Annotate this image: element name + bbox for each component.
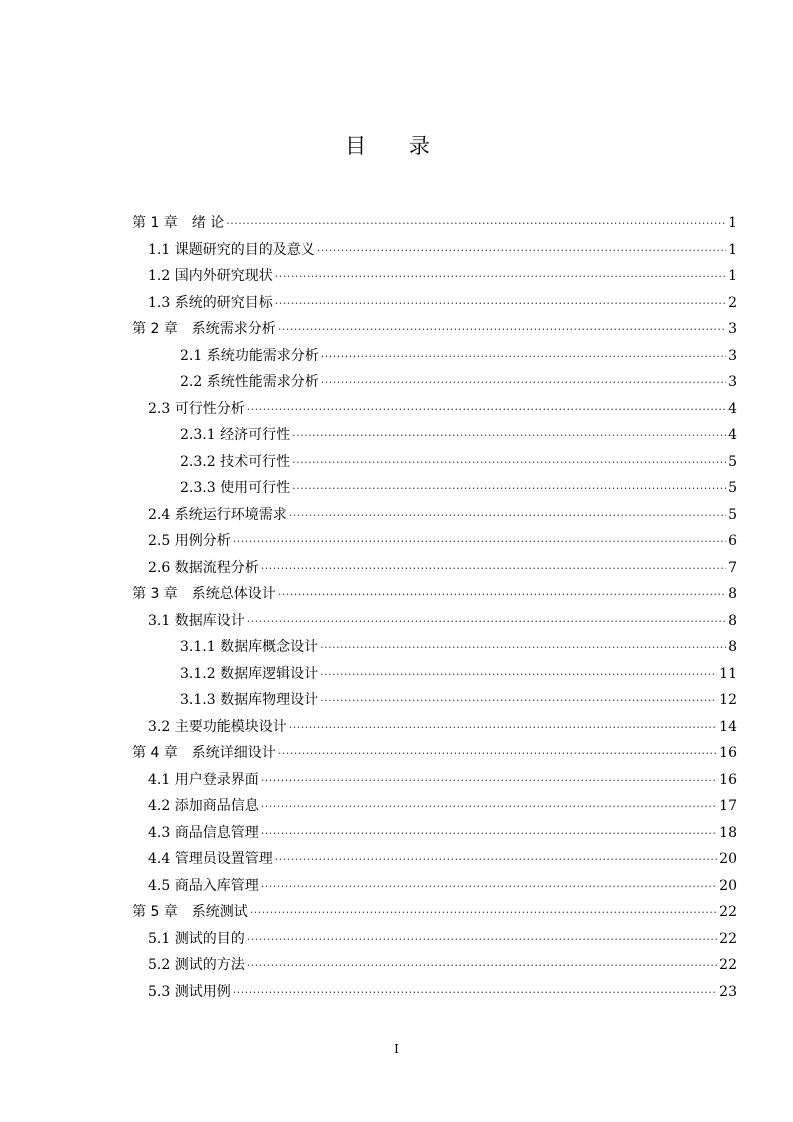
toc-entry-label: 第 2 章 系统需求分析 bbox=[132, 321, 276, 337]
toc-entry-label: 2.3.1 经济可行性 bbox=[180, 427, 291, 443]
toc-entry-label: 4.3 商品信息管理 bbox=[148, 824, 259, 841]
toc-entry[interactable] bbox=[132, 795, 737, 822]
toc-dot-leader bbox=[261, 800, 717, 813]
toc-entry[interactable] bbox=[132, 371, 737, 398]
toc-dot-leader bbox=[261, 880, 717, 893]
toc-entry[interactable] bbox=[132, 928, 737, 955]
toc-entry-label: 4.1 用户登录界面 bbox=[148, 771, 259, 788]
toc-dot-leader bbox=[292, 429, 726, 442]
toc-dot-leader bbox=[261, 827, 717, 840]
toc-entry-page: 3 bbox=[728, 374, 737, 390]
toc-entry-label: 1.2 国内外研究现状 bbox=[148, 268, 273, 284]
toc-entry-page: 5 bbox=[728, 480, 737, 496]
toc-entry[interactable] bbox=[132, 981, 737, 1008]
toc-dot-leader bbox=[250, 906, 717, 919]
toc-entry-label: 5.3 测试用例 bbox=[148, 983, 231, 1000]
toc-entry-page: 12 bbox=[719, 692, 737, 708]
toc-entry-page: 5 bbox=[728, 453, 737, 470]
toc-entry-label: 第 1 章 绪 论 bbox=[132, 215, 225, 231]
toc-entry-label: 3.1 数据库设计 bbox=[148, 612, 245, 629]
toc-dot-leader bbox=[278, 588, 726, 601]
toc-entry-page: 8 bbox=[728, 612, 737, 629]
toc-dot-leader bbox=[289, 721, 717, 734]
toc-entry-page: 16 bbox=[719, 771, 737, 788]
toc-entry-label: 2.1 系统功能需求分析 bbox=[180, 347, 319, 364]
toc-entry-label: 2.6 数据流程分析 bbox=[148, 559, 259, 576]
toc-entry-page: 2 bbox=[728, 294, 737, 311]
toc-entry-label: 4.2 添加商品信息 bbox=[148, 798, 259, 814]
toc-entry[interactable] bbox=[132, 318, 737, 345]
toc-entry-label: 2.3.3 使用可行性 bbox=[180, 480, 291, 496]
toc-entry-label: 2.5 用例分析 bbox=[148, 533, 231, 549]
toc-entry[interactable] bbox=[132, 689, 737, 716]
toc-entry[interactable] bbox=[132, 292, 737, 319]
toc-entry-page: 1 bbox=[728, 241, 737, 258]
toc-entry-page: 4 bbox=[728, 427, 737, 443]
page-title: 目 录 bbox=[345, 134, 448, 158]
toc-dot-leader bbox=[261, 774, 717, 787]
toc-entry[interactable] bbox=[132, 875, 737, 902]
toc-entry-label: 3.1.2 数据库逻辑设计 bbox=[180, 665, 319, 682]
toc-entry[interactable] bbox=[132, 848, 737, 875]
toc-entry[interactable] bbox=[132, 212, 737, 239]
toc-entry-label: 5.2 测试的方法 bbox=[148, 957, 245, 973]
toc-entry-page: 5 bbox=[728, 506, 737, 523]
toc-entry-page: 8 bbox=[728, 586, 737, 602]
toc-dot-leader bbox=[247, 615, 726, 628]
toc-entry-page: 18 bbox=[719, 824, 737, 841]
toc-entry[interactable] bbox=[132, 530, 737, 557]
toc-entry-page: 7 bbox=[728, 559, 737, 576]
toc-entry-label: 第 5 章 系统测试 bbox=[132, 904, 248, 920]
toc-entry[interactable] bbox=[132, 610, 737, 637]
toc-dot-leader bbox=[226, 217, 726, 230]
toc-entry[interactable] bbox=[132, 901, 737, 928]
toc-entry-page: 20 bbox=[719, 851, 737, 867]
toc-dot-leader bbox=[233, 986, 717, 999]
toc-dot-leader bbox=[247, 959, 717, 972]
toc-dot-leader bbox=[247, 403, 726, 416]
toc-dot-leader bbox=[278, 747, 717, 760]
toc-entry[interactable] bbox=[132, 451, 737, 478]
toc-dot-leader bbox=[275, 297, 726, 310]
toc-entry-label: 1.3 系统的研究目标 bbox=[148, 294, 273, 311]
toc-dot-leader bbox=[275, 270, 726, 283]
toc-entry-label: 第 3 章 系统总体设计 bbox=[132, 586, 276, 602]
toc-dot-leader bbox=[275, 853, 717, 866]
toc-entry-page: 3 bbox=[728, 347, 737, 364]
toc-dot-leader bbox=[317, 244, 726, 257]
toc-entry[interactable] bbox=[132, 265, 737, 292]
toc-entry[interactable] bbox=[132, 557, 737, 584]
toc-dot-leader bbox=[321, 376, 726, 389]
toc-entry-page: 22 bbox=[719, 957, 737, 973]
toc-entry-page: 16 bbox=[719, 745, 737, 761]
toc-entry-label: 4.4 管理员设置管理 bbox=[148, 851, 273, 867]
toc-dot-leader bbox=[292, 456, 726, 469]
toc-entry-label: 3.1.1 数据库概念设计 bbox=[180, 639, 319, 655]
toc-entry-page: 14 bbox=[719, 718, 737, 735]
toc-entry[interactable] bbox=[132, 716, 737, 743]
toc-entry[interactable] bbox=[132, 742, 737, 769]
toc-entry[interactable] bbox=[132, 822, 737, 849]
toc-dot-leader bbox=[233, 535, 726, 548]
toc-entry-label: 3.1.3 数据库物理设计 bbox=[180, 692, 319, 708]
toc-entry-page: 3 bbox=[728, 321, 737, 337]
toc-entry-label: 2.4 系统运行环境需求 bbox=[148, 506, 287, 523]
toc-entry-label: 2.2 系统性能需求分析 bbox=[180, 374, 319, 390]
toc-dot-leader bbox=[320, 641, 726, 654]
toc-entry[interactable] bbox=[132, 636, 737, 663]
toc-entry-page: 22 bbox=[719, 930, 737, 947]
toc-entry-page: 8 bbox=[728, 639, 737, 655]
toc-dot-leader bbox=[292, 482, 726, 495]
toc-entry-label: 4.5 商品入库管理 bbox=[148, 877, 259, 894]
toc-entry-page: 6 bbox=[728, 533, 737, 549]
toc-dot-leader bbox=[320, 668, 717, 681]
toc-entry[interactable] bbox=[132, 583, 737, 610]
toc-entry-label: 2.3.2 技术可行性 bbox=[180, 453, 291, 470]
toc-entry-page: 1 bbox=[728, 268, 737, 284]
toc-entry-page: 4 bbox=[728, 400, 737, 417]
toc-entry-page: 23 bbox=[719, 983, 737, 1000]
toc-entry-label: 2.3 可行性分析 bbox=[148, 400, 245, 417]
toc-entry[interactable] bbox=[132, 954, 737, 981]
toc-entry-page: 11 bbox=[719, 665, 737, 682]
toc-entry-page: 17 bbox=[719, 798, 737, 814]
toc-entry[interactable] bbox=[132, 398, 737, 425]
toc-dot-leader bbox=[278, 323, 726, 336]
toc-entry[interactable] bbox=[132, 477, 737, 504]
toc-dot-leader bbox=[247, 933, 717, 946]
toc-entry[interactable] bbox=[132, 769, 737, 796]
toc-entry-label: 3.2 主要功能模块设计 bbox=[148, 718, 287, 735]
toc-entry[interactable] bbox=[132, 424, 737, 451]
page-number: I bbox=[394, 1042, 399, 1056]
table-of-contents bbox=[132, 212, 737, 1007]
toc-entry-label: 5.1 测试的目的 bbox=[148, 930, 245, 947]
toc-dot-leader bbox=[289, 509, 726, 522]
toc-entry-label: 1.1 课题研究的目的及意义 bbox=[148, 241, 315, 258]
toc-dot-leader bbox=[261, 562, 726, 575]
toc-entry-page: 20 bbox=[719, 877, 737, 894]
toc-entry[interactable] bbox=[132, 663, 737, 690]
toc-entry-label: 第 4 章 系统详细设计 bbox=[132, 745, 276, 761]
toc-entry-page: 22 bbox=[719, 904, 737, 920]
toc-entry[interactable] bbox=[132, 239, 737, 266]
toc-dot-leader bbox=[321, 350, 726, 363]
toc-dot-leader bbox=[320, 694, 717, 707]
toc-entry[interactable] bbox=[132, 504, 737, 531]
toc-entry-page: 1 bbox=[728, 215, 737, 231]
toc-entry[interactable] bbox=[132, 345, 737, 372]
